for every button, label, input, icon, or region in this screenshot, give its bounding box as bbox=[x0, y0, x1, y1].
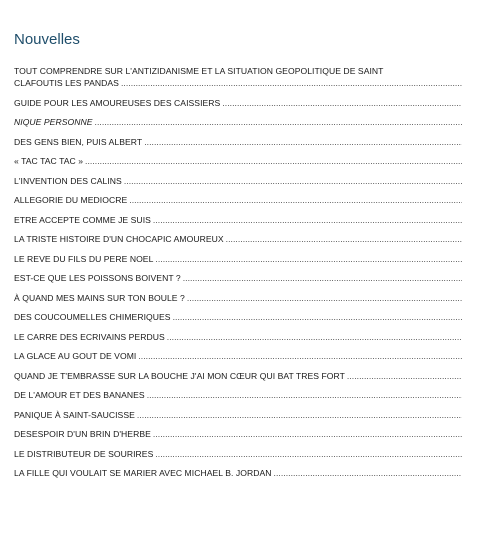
toc-entry[interactable] bbox=[14, 65, 462, 89]
toc-entry-title: « TAC TAC TAC » bbox=[14, 156, 84, 166]
toc-entry-title: EST-CE QUE LES POISSONS BOIVENT ? bbox=[14, 273, 181, 283]
dot-leader bbox=[222, 97, 462, 109]
toc-entry-title: DESESPOIR D'UN BRIN D'HERBE bbox=[14, 429, 151, 439]
dot-leader bbox=[347, 370, 462, 382]
toc-entry-title: LA TRISTE HISTOIRE D'UN CHOCAPIC AMOUREUX bbox=[14, 234, 224, 244]
dot-leader bbox=[85, 155, 462, 167]
toc-entry-title: L'INVENTION DES CALINS bbox=[14, 175, 122, 186]
toc-entry[interactable] bbox=[14, 428, 462, 440]
toc-entry[interactable] bbox=[14, 389, 462, 401]
toc-entry-title: À QUAND MES MAINS SUR TON BOULE ? bbox=[14, 292, 185, 303]
toc-entry-title-line2: CLAFOUTIS LES PANDAS bbox=[14, 78, 119, 88]
toc-entry[interactable] bbox=[14, 233, 462, 245]
toc-entry[interactable] bbox=[14, 194, 462, 206]
toc-entry-title: DES COUCOUMELLES CHIMERIQUES bbox=[14, 312, 171, 322]
dot-leader bbox=[173, 311, 462, 323]
toc-entry-title: ALLEGORIE DU MEDIOCRE bbox=[14, 195, 128, 205]
toc-entry[interactable] bbox=[14, 155, 462, 167]
toc-entry-title: LA FILLE QUI VOULAIT SE MARIER AVEC MICHAEL B. JORDAN bbox=[14, 468, 272, 478]
toc-entry[interactable] bbox=[14, 175, 462, 187]
toc-entry[interactable] bbox=[14, 311, 462, 323]
toc-entry-title: QUAND JE T'EMBRASSE SUR LA BOUCHE J'AI MON CŒUR QUI BAT TRES FORT bbox=[14, 370, 345, 381]
dot-leader bbox=[187, 292, 462, 304]
dot-leader bbox=[144, 136, 462, 148]
dot-leader bbox=[274, 467, 462, 479]
toc-entry-title: LA GLACE AU GOUT DE VOMI bbox=[14, 351, 137, 361]
dot-leader bbox=[167, 331, 462, 343]
toc-entry[interactable] bbox=[14, 370, 462, 382]
dot-leader bbox=[226, 233, 462, 245]
toc-entry[interactable] bbox=[14, 467, 462, 479]
dot-leader bbox=[124, 175, 462, 187]
toc-entry[interactable] bbox=[14, 331, 462, 343]
toc-entry-title: DES GENS BIEN, PUIS ALBERT bbox=[14, 136, 143, 147]
dot-leader bbox=[95, 116, 462, 128]
dot-leader bbox=[137, 409, 462, 421]
toc-entry-title: DE L'AMOUR ET DES BANANES bbox=[14, 390, 145, 400]
dot-leader bbox=[121, 77, 462, 89]
table-of-contents bbox=[14, 65, 462, 479]
toc-entry[interactable] bbox=[14, 116, 462, 128]
toc-entry[interactable] bbox=[14, 409, 462, 421]
dot-leader bbox=[147, 389, 462, 401]
toc-entry-title: NIQUE PERSONNE bbox=[14, 117, 93, 127]
toc-entry[interactable] bbox=[14, 253, 462, 265]
section-heading: Nouvelles bbox=[14, 31, 80, 48]
toc-entry-title: GUIDE POUR LES AMOUREUSES DES CAISSIERS bbox=[14, 97, 221, 108]
toc-entry[interactable] bbox=[14, 350, 462, 362]
dot-leader bbox=[155, 253, 462, 265]
toc-entry[interactable] bbox=[14, 214, 462, 226]
dot-leader bbox=[129, 194, 462, 206]
toc-entry[interactable] bbox=[14, 272, 462, 284]
dot-leader bbox=[155, 448, 462, 460]
dot-leader bbox=[138, 350, 462, 362]
toc-entry-title: LE CARRE DES ECRIVAINS PERDUS bbox=[14, 331, 165, 342]
toc-entry-title: LE DISTRIBUTEUR DE SOURIRES bbox=[14, 448, 154, 459]
toc-entry-title: ETRE ACCEPTE COMME JE SUIS bbox=[14, 214, 151, 225]
dot-leader bbox=[153, 428, 462, 440]
toc-entry-title: PANIQUE À SAINT-SAUCISSE bbox=[14, 409, 135, 420]
toc-entry[interactable] bbox=[14, 292, 462, 304]
toc-entry-title: LE REVE DU FILS DU PERE NOEL bbox=[14, 253, 154, 264]
toc-entry[interactable] bbox=[14, 448, 462, 460]
dot-leader bbox=[183, 272, 462, 284]
toc-entry[interactable] bbox=[14, 136, 462, 148]
toc-entry-title-line1: TOUT COMPRENDRE SUR L'ANTIZIDANISME ET LA SITUATION GEOPOLITIQUE DE SAINT bbox=[14, 66, 384, 76]
toc-entry[interactable] bbox=[14, 97, 462, 109]
dot-leader bbox=[153, 214, 462, 226]
